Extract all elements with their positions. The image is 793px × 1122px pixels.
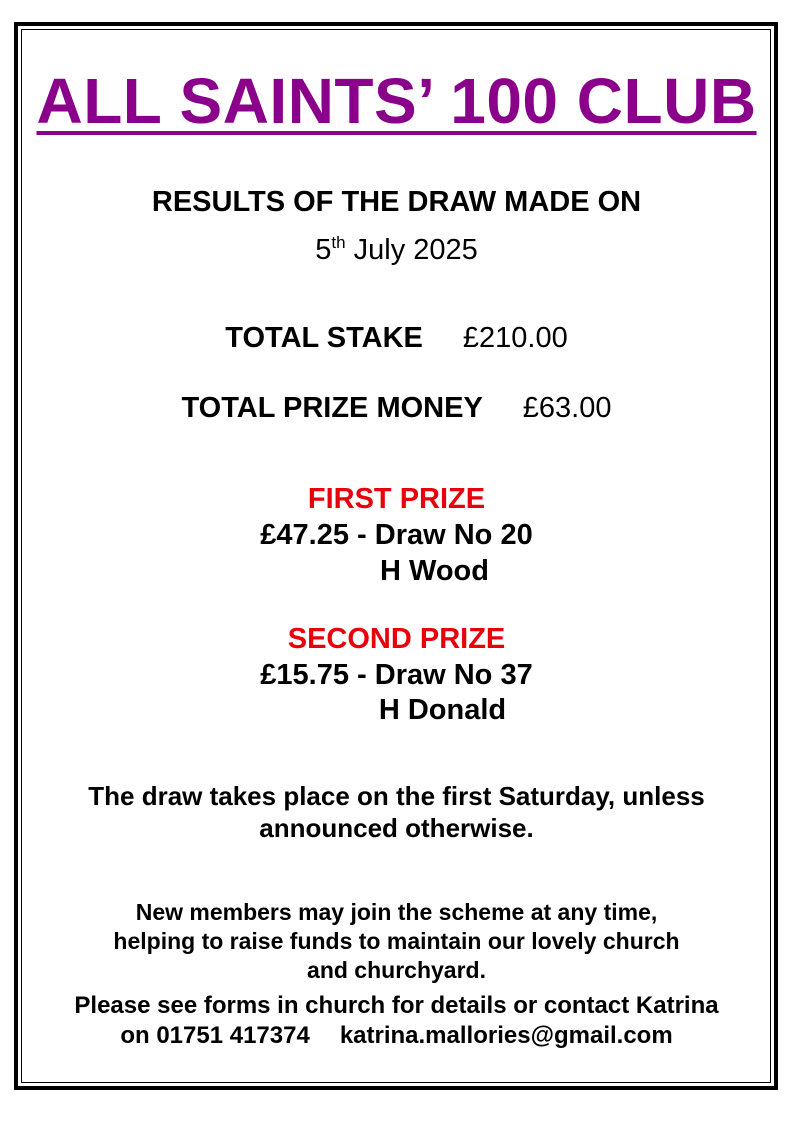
- new-members-line: and churchyard.: [307, 957, 486, 983]
- draw-schedule-note-line: announced otherwise.: [259, 813, 534, 843]
- total-prize-money-row: [0, 391, 793, 425]
- first-prize-winner: H Wood: [380, 555, 489, 587]
- draw-date-day: 5: [315, 234, 332, 266]
- contact-line: Please see forms in church for details or contact Katrina: [74, 992, 719, 1019]
- total-prize-money-value: £63.00: [522, 392, 612, 424]
- second-prize-heading: SECOND PRIZE: [287, 623, 506, 655]
- contact-phone: on 01751 417374: [120, 1022, 310, 1049]
- draw-schedule-note: [0, 780, 793, 844]
- first-prize-heading: FIRST PRIZE: [307, 483, 486, 515]
- total-stake-row: [0, 321, 793, 355]
- draw-date: [0, 233, 793, 271]
- draw-date-suffix: th: [331, 233, 346, 252]
- contact-details-line: [0, 1021, 793, 1051]
- second-prize-details: £15.75 - Draw No 37: [260, 659, 533, 691]
- draw-schedule-note-line: The draw takes place on the first Saturday, unless: [88, 781, 705, 811]
- page-title: ALL SAINTS’ 100 CLUB: [36, 65, 757, 137]
- draw-date-rest: July 2025: [345, 234, 478, 266]
- draw-heading: RESULTS OF THE DRAW MADE ON: [151, 186, 642, 218]
- new-members-line: helping to raise funds to maintain our lovely church: [113, 928, 680, 954]
- first-prize-details: £47.25 - Draw No 20: [260, 519, 533, 551]
- contact-info: [0, 991, 793, 1051]
- total-stake-label: TOTAL STAKE: [225, 322, 423, 354]
- new-members-line: New members may join the scheme at any time,: [135, 899, 658, 925]
- second-prize-winner: H Donald: [378, 694, 507, 726]
- total-prize-money-label: TOTAL PRIZE MONEY: [181, 392, 483, 424]
- contact-email[interactable]: katrina.mallories@gmail.com: [339, 1022, 673, 1049]
- new-members-note: [0, 898, 793, 985]
- total-stake-value: £210.00: [462, 322, 568, 354]
